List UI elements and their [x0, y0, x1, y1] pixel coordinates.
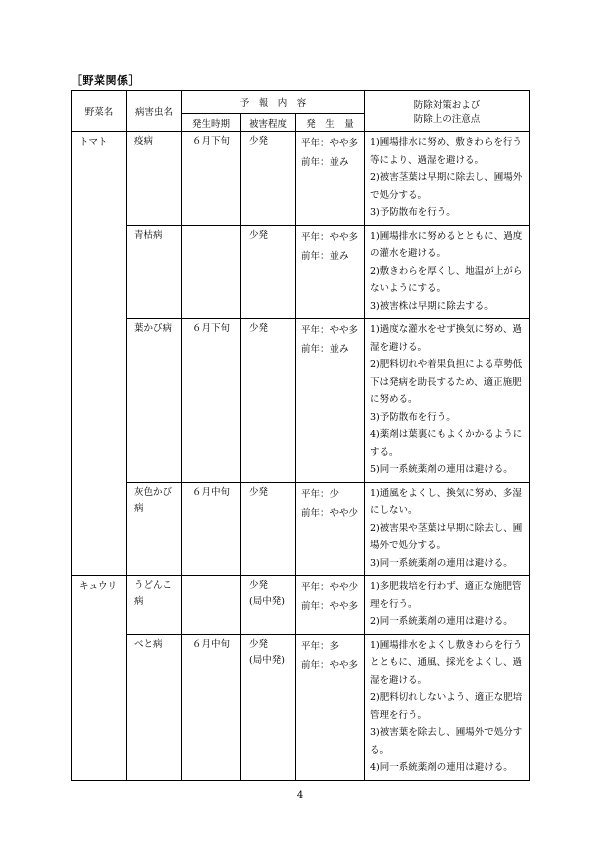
occurrence-amount [296, 132, 365, 226]
pest-name: うどんこ病 [127, 576, 182, 635]
table-row [72, 482, 530, 576]
occurrence-amount-line: 前年：並み [301, 344, 349, 355]
header-measures [365, 91, 530, 132]
measure-item: 4)同一系統薬剤の連用は避ける。 [370, 762, 513, 773]
occurrence-amount [296, 482, 365, 576]
occurrence-amount [296, 576, 365, 635]
occurrence-amount [296, 225, 365, 319]
occurrence-amount-line: 前年：やや多 [301, 659, 359, 671]
pest-name: 葉かび病 [127, 319, 182, 483]
damage-degree [241, 319, 296, 483]
damage-degree [241, 132, 296, 226]
table-row [72, 225, 530, 319]
control-measures [365, 576, 530, 635]
occurrence-timing: ６月下旬 [182, 132, 241, 226]
header-degree: 被害程度 [241, 114, 296, 132]
measure-item: 1)多肥栽培を行わず、適正な施肥管理を行う。 [370, 581, 522, 610]
occurrence-amount-line: 平年：やや多 [301, 231, 359, 243]
damage-degree-line: 少発 [249, 229, 269, 241]
table-row [72, 132, 530, 226]
crop-name: トマト [72, 132, 127, 576]
header-timing: 発生時期 [182, 114, 241, 132]
damage-degree-line: 少発 [249, 580, 269, 591]
occurrence-amount-line: 平年：やや多 [301, 138, 359, 149]
occurrence-amount-line: 前年：やや多 [301, 601, 359, 612]
table-row [72, 576, 530, 635]
measure-item: 1)圃場排水に努めるとともに、過度の灌水を避ける。 [370, 230, 523, 259]
measure-item: 3)同一系統薬剤の連用は避ける。 [370, 557, 513, 569]
occurrence-timing [182, 225, 241, 319]
control-measures [365, 634, 530, 780]
damage-degree [241, 576, 296, 635]
damage-degree-line: 少発 [249, 136, 269, 147]
measure-item: 5)同一系統薬剤の連用は避ける。 [370, 464, 513, 475]
header-measures-line1: 防除対策および [413, 100, 481, 111]
header-crop: 野菜名 [72, 91, 127, 132]
measure-item: 1)圃場排水をよくし敷きわらを行うとともに、通風、採光をよくし、過湿を避ける。 [370, 639, 523, 686]
occurrence-amount-line: 前年：並み [301, 157, 349, 168]
header-amount: 発 生 量 [296, 114, 365, 132]
control-measures [365, 225, 530, 319]
measure-item: 3)被害株は早期に除去する。 [370, 300, 494, 312]
table-row [72, 319, 530, 483]
control-measures [365, 319, 530, 483]
occurrence-amount [296, 319, 365, 483]
measure-item: 2)肥料切れや着果負担による草勢低下は発病を助長するため、適正施肥に努める。 [370, 359, 523, 405]
occurrence-amount-line: 平年：やや多 [301, 325, 359, 336]
pest-name: 疫病 [127, 132, 182, 226]
occurrence-timing: ６月中旬 [182, 634, 241, 780]
section-title: ［野菜関係］ [71, 74, 140, 87]
damage-degree [241, 482, 296, 576]
measure-item: 3)予防散布を行う。 [370, 411, 456, 423]
occurrence-amount-line: 平年：少 [301, 488, 340, 500]
page-number: 4 [296, 790, 304, 801]
crop-name: キュウリ [72, 576, 127, 781]
pest-forecast-table [71, 90, 530, 781]
damage-degree-line: 少発 [249, 486, 269, 498]
measure-item: 1)圃場排水に努め、敷きわらを行う等により、過湿を避ける。 [370, 137, 522, 166]
occurrence-amount-line: 平年：多 [301, 640, 340, 652]
measure-item: 1)過度な灌水をせず換気に努め、過湿を避ける。 [370, 324, 522, 353]
occurrence-amount [296, 634, 365, 780]
occurrence-amount-line: 前年：並み [301, 250, 349, 262]
measure-item: 4)薬剤は葉裏にもよくかかるようにする。 [370, 429, 523, 458]
damage-degree-line: 少発 [249, 323, 269, 334]
header-pest: 病害虫名 [127, 91, 182, 132]
measure-item: 2)同一系統薬剤の連用は避ける。 [370, 616, 513, 627]
measure-item: 2)被害茎葉は早期に除去し、圃場外で処分する。 [370, 172, 523, 201]
pest-name: べと病 [127, 634, 182, 780]
occurrence-timing [182, 576, 241, 635]
control-measures [365, 132, 530, 226]
measure-item: 1)通風をよくし、換気に努め、多湿にしない。 [370, 487, 522, 516]
control-measures [365, 482, 530, 576]
damage-degree-line: (局中発) [249, 654, 285, 666]
occurrence-timing: ６月中旬 [182, 482, 241, 576]
header-forecast: 予 報 内 容 [182, 91, 365, 114]
measure-item: 3)予防散布を行う。 [370, 207, 456, 218]
pest-name: 灰色かび病 [127, 482, 182, 576]
pest-name: 青枯病 [127, 225, 182, 319]
table-body [72, 132, 530, 781]
occurrence-amount-line: 前年：やや少 [301, 507, 359, 519]
measure-item: 3)被害葉を除去し、圃場外で処分する。 [370, 727, 523, 756]
header-measures-line2: 防除上の注意点 [413, 114, 481, 125]
measure-item: 2)敷きわらを厚くし、地温が上がらないようにする。 [370, 265, 523, 294]
occurrence-amount-line: 平年：やや少 [301, 582, 359, 593]
measure-item: 2)被害果や茎葉は早期に除去し、圃場外で処分する。 [370, 522, 523, 551]
damage-degree-line: (局中発) [249, 596, 285, 607]
occurrence-timing: ６月下旬 [182, 319, 241, 483]
damage-degree [241, 225, 296, 319]
table-row [72, 634, 530, 780]
damage-degree [241, 634, 296, 780]
damage-degree-line: 少発 [249, 638, 269, 650]
measure-item: 2)肥料切れしないよう、適正な肥培管理を行う。 [370, 692, 523, 721]
